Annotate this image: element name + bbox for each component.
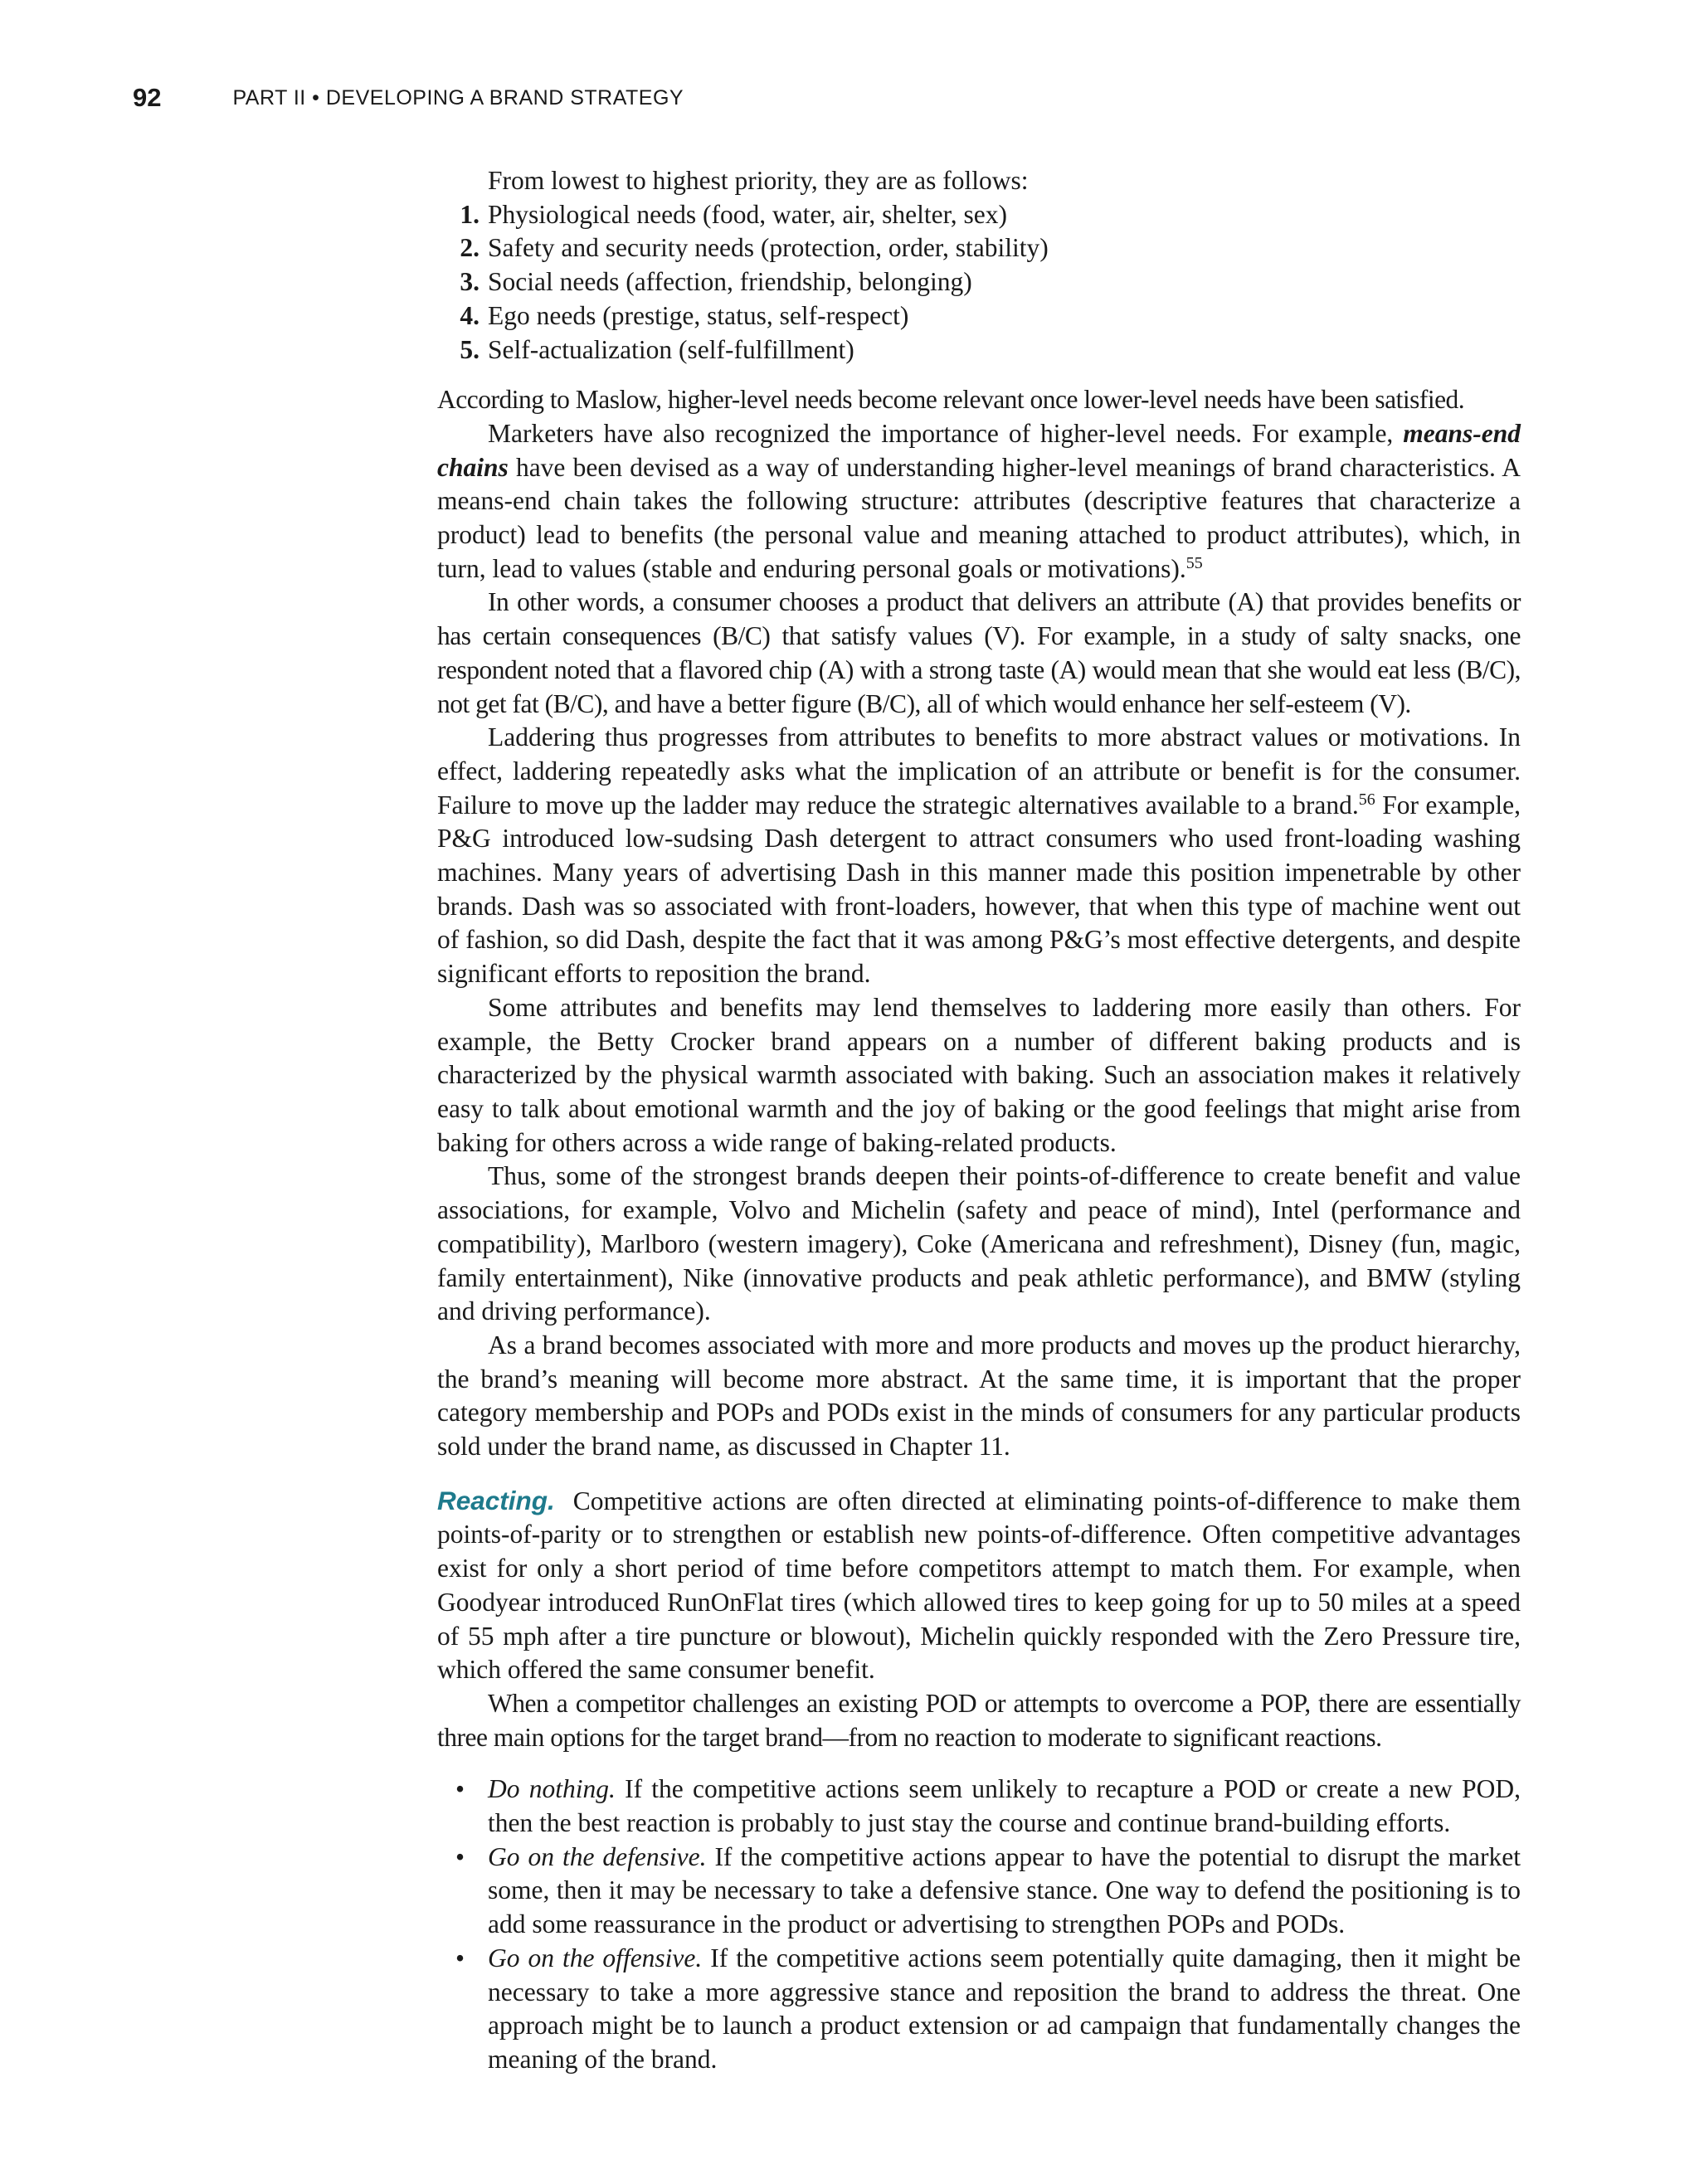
list-item [437, 1773, 1521, 1840]
option-term: Go on the offensive. [488, 1943, 703, 1972]
list-item [437, 265, 1521, 299]
list-number: 5. [460, 334, 480, 364]
list-text: Physiological needs (food, water, air, shelter, sex) [488, 199, 1008, 229]
footnote-ref: 55 [1185, 553, 1203, 572]
part-title: PART II • DEVELOPING A BRAND STRATEGY [232, 85, 684, 109]
maslow-note: According to Maslow, higher-level needs become relevant once lower-level needs have been satisfied. [437, 385, 1465, 415]
option-term: Go on the defensive. [488, 1841, 707, 1871]
other-words-paragraph: In other words, a consumer chooses a product that delivers an attribute (A) that provides benefits or has certain consequences (B/C) that satisfy values (V). For example, in a study of salty snacks, one respondent noted that a flavored chip (A) with a strong taste (A) would mean that she would eat less (B/C), not get fat (B/C), and have a better figure (B/C), all of which would enhance her self-esteem (V). [437, 587, 1521, 718]
running-head [133, 81, 684, 114]
list-number: 4. [460, 300, 480, 330]
list-item [437, 333, 1521, 367]
list-item [437, 231, 1521, 265]
list-item [437, 1942, 1521, 2077]
list-item [437, 1841, 1521, 1942]
reacting-text: Competitive actions are often directed at eliminating points-of-difference to make them points-of-parity or to strengthen or establish new points-of-difference. Often competitive advantages exist for only a short period of time before competitors attempt to match them. For example, when Goodyear introduced RunOnFlat tires (which allowed tires to keep going for up to 50 miles at a speed of 55 mph after a tire puncture or blowout), Michelin quickly responded with the Zero Pressure tire, which offered the same consumer benefit. [437, 1486, 1521, 1685]
list-text: Ego needs (prestige, status, self-respect) [488, 300, 909, 330]
option-text: If the competitive actions seem unlikely to recapture a POD or create a new POD, then the best reaction is probably to just stay the course and continue brand-building efforts. [488, 1774, 1521, 1838]
competitor-paragraph: When a competitor challenges an existing POD or attempts to overcome a POP, there are essentially three main options for the target brand—from no reaction to moderate to significant reactions. [437, 1688, 1521, 1752]
means-end-before: Marketers have also recognized the importance of higher-level needs. For example, [488, 418, 1394, 448]
needs-list [437, 198, 1521, 367]
dash-example: For example, P&G introduced low-sudsing Dash detergent to attract consumers who used front-loading washing machines. Many years of advertising Dash in this manner made this position impenetrable by other brands. Dash was so associated with front-loaders, however, that when this type of machine went out of fashion, so did Dash, despite the fact that it was among P&G’s most effective detergents, and despite significant efforts to reposition the brand. [437, 790, 1521, 989]
means-end-after: have been devised as a way of understanding higher-level meanings of brand characteristics. A means-end chain takes the following structure: attributes (descriptive features that characterize a product) lead to benefits (the personal value and meaning attached to product attributes), which, in turn, lead to values (stable and enduring personal goals or motivations). [437, 452, 1521, 583]
betty-crocker-paragraph: Some attributes and benefits may lend themselves to laddering more easily than others. For example, the Betty Crocker brand appears on a number of different baking products and is characterized by the physical warmth associated with baking. Such an association makes it relatively easy to talk about emotional warmth and the joy of baking or the good feelings that might arise from baking for others across a wide range of baking-related products. [437, 992, 1521, 1157]
list-number: 3. [460, 267, 480, 297]
option-text: If the competitive actions seem potentially quite damaging, then it might be necessary to take a more aggressive stance and reposition the brand to address the threat. One approach might be to launch a product extension or ad campaign that fundamentally changes the meaning of the brand. [488, 1943, 1521, 2074]
strongest-brands-paragraph: Thus, some of the strongest brands deepen their points-of-difference to create benefit and value associations, for example, Volvo and Michelin (safety and peace of mind), Intel (performance and compatibility), Marlboro (western imagery), Coke (Americana and refreshment), Disney (fun, magic, family entertainment), Nike (innovative products and peak athletic performance), and BMW (styling and driving performance). [437, 1161, 1521, 1326]
bullet: • [455, 1841, 465, 1871]
bullet: • [455, 1943, 465, 1972]
page-number: 92 [133, 83, 162, 112]
laddering-text: Laddering thus progresses from attributes to benefits to more abstract values or motivations. In effect, laddering repeatedly asks what the implication of an attribute or benefit is for the consumer. Failure to move up the ladder may reduce the strategic alternatives available to a brand. [437, 722, 1521, 820]
needs-intro: From lowest to highest priority, they are as follows: [488, 166, 1029, 195]
list-item [437, 198, 1521, 232]
option-term: Do nothing. [488, 1774, 616, 1804]
body-text [437, 164, 1521, 2077]
list-text: Safety and security needs (protection, order, stability) [488, 233, 1049, 263]
reacting-heading: Reacting. [437, 1485, 555, 1515]
list-number: 2. [460, 233, 480, 263]
bullet: • [455, 1774, 465, 1804]
laddering-paragraph [437, 721, 1521, 991]
option-text: If the competitive actions appear to have the potential to disrupt the market some, then it may be necessary to take a defensive stance. One way to defend the positioning is to add some reassurance in the product or advertising to strengthen POPs and PODs. [488, 1841, 1521, 1939]
list-text: Social needs (affection, friendship, belonging) [488, 267, 972, 297]
means-end-term: means-end chains [437, 418, 1521, 482]
reaction-options-list [437, 1773, 1521, 2076]
reacting-paragraph [437, 1484, 1521, 1687]
list-text: Self-actualization (self-fulfillment) [488, 334, 854, 364]
list-item [437, 299, 1521, 333]
list-number: 1. [460, 199, 480, 229]
means-end-paragraph [437, 417, 1521, 586]
hierarchy-paragraph: As a brand becomes associated with more and more products and moves up the product hierarchy, the brand’s meaning will become more abstract. At the same time, it is important that the proper category membership and POPs and PODs exist in the minds of consumers for any particular products sold under the brand name, as discussed in Chapter 11. [437, 1330, 1521, 1462]
footnote-ref: 56 [1358, 790, 1375, 809]
